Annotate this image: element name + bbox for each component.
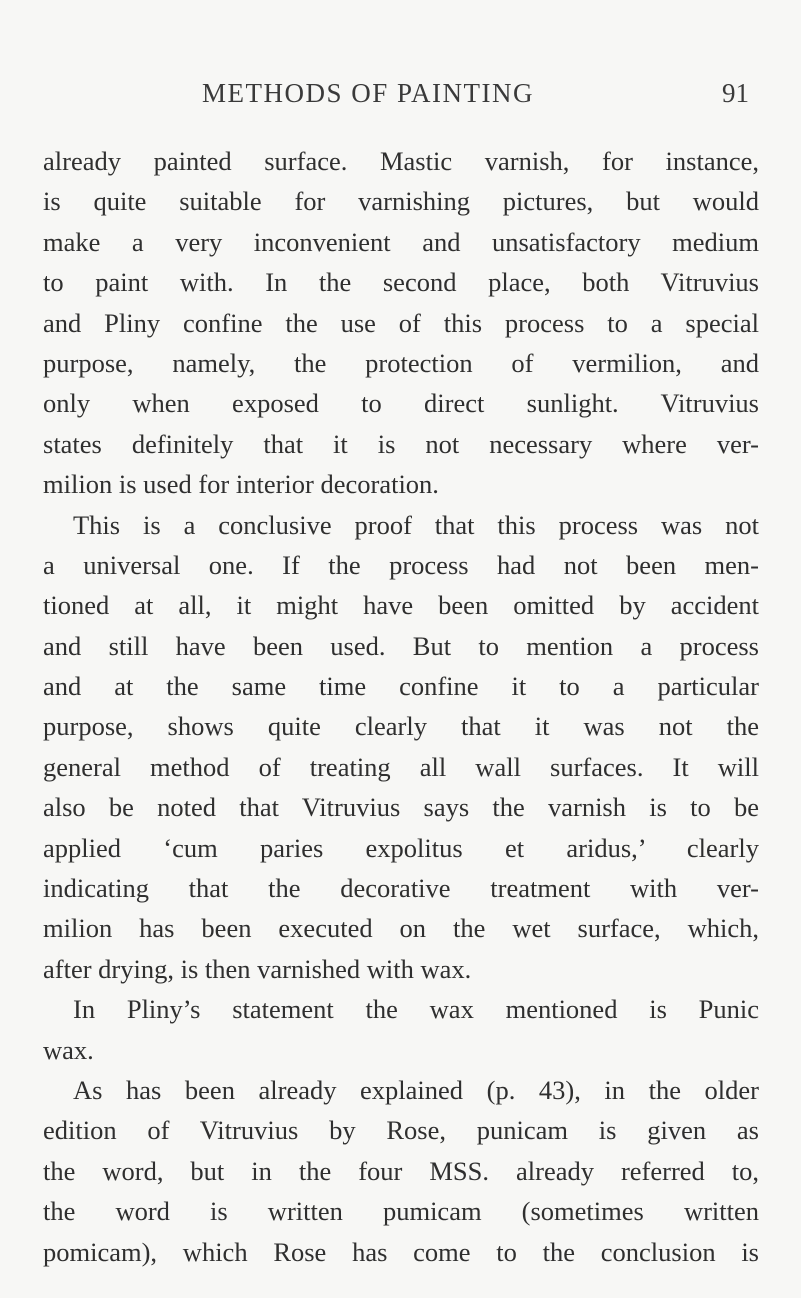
text-line: milion has been executed on the wet surface, which, [43, 913, 759, 944]
text-line: and at the same time confine it to a particular [43, 671, 759, 702]
text-line: This is a conclusive proof that this process was not [73, 509, 759, 540]
page-header [0, 78, 801, 118]
text-line: also be noted that Vitruvius says the varnish is to be [43, 792, 759, 823]
body-text [43, 141, 759, 1272]
text-line: only when exposed to direct sunlight. Vitruvius [43, 388, 759, 419]
text-line: states definitely that it is not necessary where ver- [43, 428, 759, 459]
text-line: and Pliny confine the use of this process to a special [43, 307, 759, 338]
text-line: to paint with. In the second place, both Vitruvius [43, 267, 759, 298]
text-line: edition of Vitruvius by Rose, punicam is given as [43, 1115, 759, 1146]
text-line: purpose, shows quite clearly that it was not the [43, 711, 759, 742]
text-line: after drying, is then varnished with wax. [43, 953, 472, 984]
text-line: indicating that the decorative treatment with ver- [43, 873, 759, 904]
text-line: tioned at all, it might have been omitted by accident [43, 590, 759, 621]
text-line: As has been already explained (p. 43), in the older [73, 1074, 759, 1105]
text-line: the word is written pumicam (sometimes written [43, 1196, 759, 1227]
text-line: the word, but in the four MSS. already referred to, [43, 1155, 759, 1186]
running-head: METHODS OF PAINTING [202, 78, 535, 108]
text-line: wax. [43, 1034, 94, 1065]
text-line: general method of treating all wall surfaces. It will [43, 751, 759, 782]
text-line: already painted surface. Mastic varnish, for instance, [43, 146, 759, 176]
text-line: applied ‘cum paries expolitus et aridus,’ clearly [43, 832, 759, 863]
text-line: In Pliny’s statement the wax mentioned is Punic [73, 994, 759, 1025]
text-line: a universal one. If the process had not been men- [43, 549, 759, 580]
text-line: purpose, namely, the protection of vermilion, and [43, 347, 759, 378]
text-line: make a very inconvenient and unsatisfactory medium [43, 226, 759, 257]
text-line: is quite suitable for varnishing pictures, but would [43, 186, 759, 217]
page-number: 91 [722, 78, 749, 108]
text-line: milion is used for interior decoration. [43, 469, 439, 500]
text-line: and still have been used. But to mention a process [43, 630, 759, 661]
text-line: pomicam), which Rose has come to the conclusion is [43, 1236, 759, 1267]
